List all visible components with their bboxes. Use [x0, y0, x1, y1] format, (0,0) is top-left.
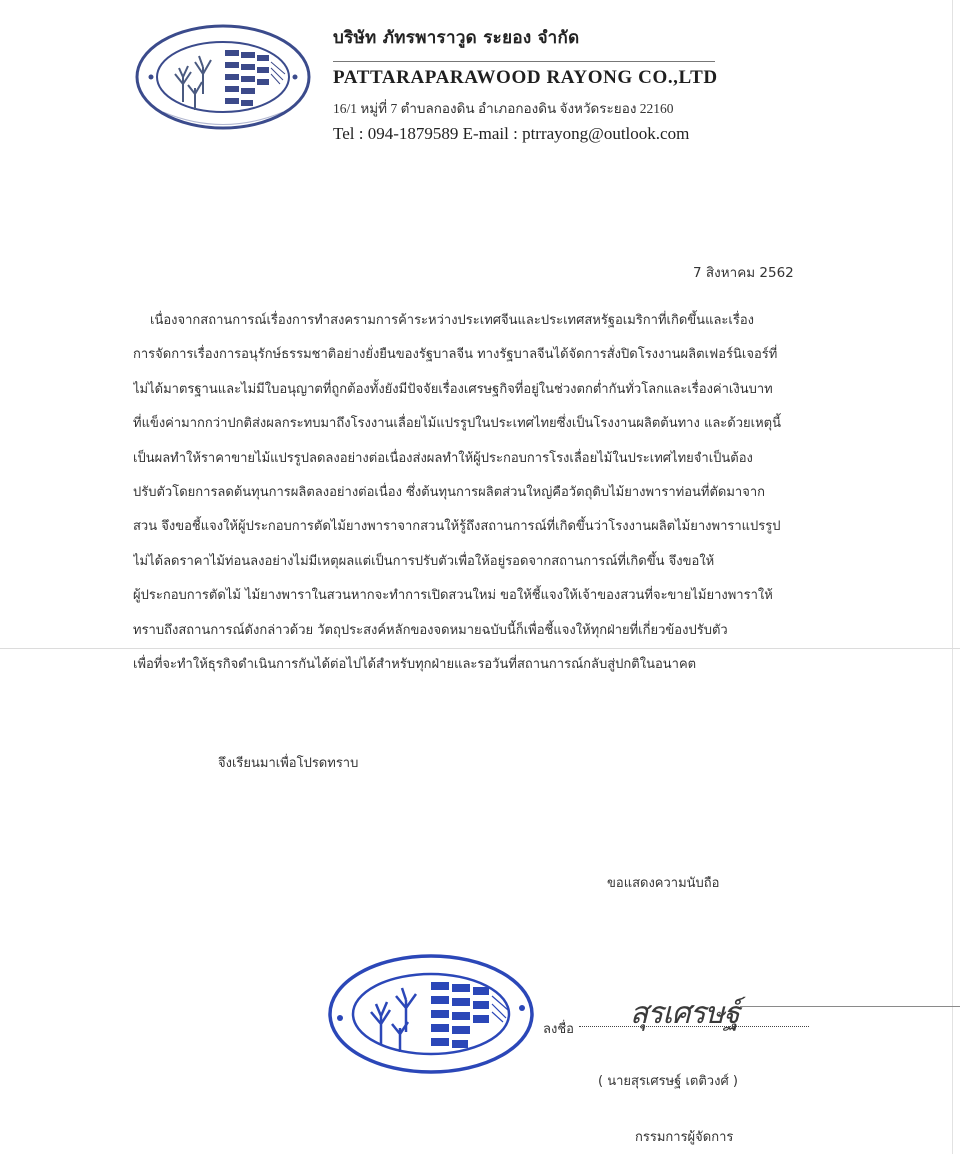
- company-name-thai: บริษัท ภัทรพาราวูด ระยอง จำกัด: [333, 28, 580, 48]
- body-line: ผู้ประกอบการตัดไม้ ไม้ยางพาราในสวนหากจะทำการเปิดสวนใหม่ ขอให้ชี้แจงให้เจ้าของสวนที่จะขายไม้ยางพาราให้: [133, 588, 773, 604]
- signatory-position: กรรมการผู้จัดการ: [635, 1130, 734, 1145]
- body-line: การจัดการเรื่องการอนุรักษ์ธรรมชาติอย่างยั่งยืนของรัฐบาลจีน ทางรัฐบาลจีนได้จัดการสั่งปิดโรงงานผลิตเฟอร์นิเจอร์ที่: [133, 347, 778, 363]
- letter-body: [133, 309, 863, 687]
- signature-overline: [740, 1006, 960, 1007]
- body-line: เป็นผลทำให้ราคาขายไม้แปรรูปลดลงอย่างต่อเนื่องส่งผลทำให้ผู้ประกอบการโรงเลื่อยไม้ในประเทศไทยจำเป็นต้อง: [133, 450, 753, 466]
- company-seal-icon: [133, 22, 313, 132]
- closing-text: จึงเรียนมาเพื่อโปรดทราบ: [218, 756, 359, 771]
- signature-label: ลงชื่อ: [543, 1022, 574, 1037]
- company-contact: Tel : 094-1879589 E-mail : ptrrayong@outlook.com: [333, 124, 690, 143]
- body-line: ปรับตัวโดยการลดต้นทุนการผลิตลงอย่างต่อเนื่อง ซึ่งต้นทุนการผลิตส่วนใหญ่คือวัตถุดิบไม้ยางพาราท่อนที่ตัดมาจาก: [133, 484, 766, 500]
- company-address: 16/1 หมู่ที่ 7 ตำบลกองดิน อำเภอกองดิน จังหวัดระยอง 22160: [333, 101, 674, 116]
- body-line: เนื่องจากสถานการณ์เรื่องการทำสงครามการค้าระหว่างประเทศจีนและประเทศสหรัฐอเมริกาที่เกิดขึ้นและเรื่อง: [150, 313, 754, 328]
- page-edge-divider: [952, 0, 953, 1154]
- body-line: ไม่ได้ลดราคาไม้ท่อนลงอย่างไม่มีเหตุผลแต่เป็นการปรับตัวเพื่อให้อยู่รอดจากสถานการณ์ที่เกิดขึ้น จึงขอให้: [133, 553, 715, 569]
- letterhead-divider: [333, 61, 715, 62]
- company-name-english: PATTARAPARAWOOD RAYONG CO.,LTD: [333, 67, 718, 88]
- signatory-name: ( นายสุรเศรษฐ์ เตติวงศ์ ): [598, 1074, 738, 1089]
- company-stamp-icon: [326, 952, 536, 1076]
- scan-divider: [0, 648, 960, 649]
- body-line: ไม่ได้มาตรฐานและไม่มีใบอนุญาตที่ถูกต้องทั้งยังมีปัจจัยเรื่องเศรษฐกิจที่อยู่ในช่วงตกต่ำกันทั่วโลกและเรื่องค่าเงินบาท: [133, 381, 773, 397]
- body-line: ทราบถึงสถานการณ์ดังกล่าวด้วย วัตถุประสงค์หลักของจดหมายฉบับนี้ก็เพื่อชี้แจงให้ทุกฝ่ายที่เกี่ยวข้องปรับตัว: [133, 622, 728, 638]
- letterhead: [333, 24, 733, 144]
- regards-text: ขอแสดงความนับถือ: [607, 876, 720, 891]
- letter-date: 7 สิงหาคม 2562: [693, 265, 794, 281]
- body-line: ที่แข็งค่ามากกว่าปกติส่งผลกระทบมาถึงโรงงานเลื่อยไม้แปรรูปในประเทศไทยซึ่งเป็นโรงงานผลิตต้นทาง และด้วยเหตุนี้: [133, 416, 781, 432]
- handwritten-signature: สุรเศรษฐ์: [630, 996, 740, 1031]
- body-line: สวน จึงขอชี้แจงให้ผู้ประกอบการตัดไม้ยางพาราจากสวนให้รู้ถึงสถานการณ์ที่เกิดขึ้นว่าโรงงานผลิตไม้ยางพาราแปรรูป: [133, 519, 781, 535]
- body-line: เพื่อที่จะทำให้ธุรกิจดำเนินการกันได้ต่อไปได้สำหรับทุกฝ่ายและรอวันที่สถานการณ์กลับสู่ปกติในอนาคต: [133, 656, 697, 672]
